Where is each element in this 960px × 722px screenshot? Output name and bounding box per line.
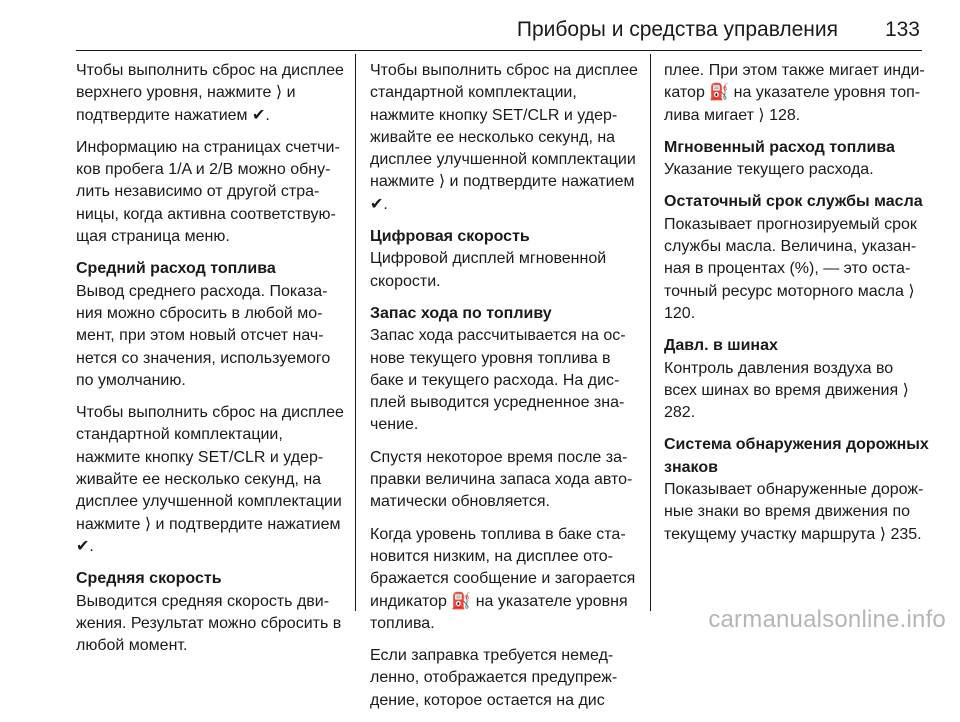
paragraph: Чтобы выполнить сброс на дисплее верхнего уровня, нажмите ⟩ и подтвердите нажатием ✔. [76,62,344,124]
section-heading: Запас хода по топливу [370,304,552,322]
section-heading: Средний расход топлива [76,260,276,278]
section-heading: Мгновенный расход топлива [664,138,895,156]
paragraph: Контроль давления воздуха во всех шинах во время движения ⟩ 282. [664,359,909,422]
paragraph: Вывод среднего расхода. Показания можно сбросить в любой момент, при этом новый отсчет начнется со значения, используемого по умолчанию. [76,282,331,389]
paragraph: Показывает обнаруженные дорожные знаки во время движения по текущему участку маршрута ⟩ 235. [664,481,924,543]
paragraph: Цифровой дисплей мгновенной скорости. [370,250,607,290]
section-heading: Цифровая скорость [370,228,530,246]
page-title: Приборы и средства управления [516,18,838,41]
page-number: 133 [884,18,920,41]
section-heading: Остаточный срок службы масла [664,193,923,211]
paragraph: Указание текущего расхода. [664,161,874,179]
section-heading: Средняя скорость [76,570,222,588]
paragraph: Показывает прогнозируемый срок службы масла. Величина, указанная в процентах (%), — это остаточный ресурс моторного масла ⟩ 120. [664,215,917,322]
column-divider [650,54,651,611]
column-2 [370,60,640,722]
watermark: carmanualsonline.info [708,606,946,633]
column-divider [355,54,356,611]
paragraph: плее. При этом также мигает индикатор ⛽ на указателе уровня топлива мигает ⟩ 128. [664,62,925,124]
paragraph: Выводится средняя скорость движения. Результат можно сбросить в любой момент. [76,592,342,655]
page-header [0,0,960,54]
section-heading: Давл. в шинах [664,337,778,355]
paragraph: Информацию на страницах счетчиков пробега 1/A и 2/B можно обнулить независимо от другой страницы, когда активна соответствующая страница меню. [76,138,340,246]
paragraph: Чтобы выполнить сброс на дисплее стандартной комплектации, нажмите кнопку SET/CLR и удерживайте ее несколько секунд, на дисплее улучшенной комплектации нажмите ⟩ и подтвердите нажатием ✔. [370,62,638,213]
paragraph: Запас хода рассчитывается на основе текущего уровня топлива в баке и текущего расхода. На дисплей выводится усредненное значение. [370,327,626,434]
paragraph: Спустя некоторое время после заправки величина запаса хода автоматически обновляется. [370,448,633,511]
paragraph: Чтобы выполнить сброс на дисплее стандартной комплектации, нажмите кнопку SET/CLR и удерживайте ее несколько секунд, на дисплее улучшенной комплектации нажмите ⟩ и подтвердите нажатием ✔. [76,404,344,555]
section-heading: Система обнаружения дорожных знаков [664,436,929,476]
header-rule [76,50,922,51]
column-1 [76,60,346,667]
paragraph: Если заправка требуется немедленно, отображается предупреждение, которое остается на дис [370,647,618,709]
column-3 [664,60,929,556]
paragraph: Когда уровень топлива в баке становится низким, на дисплее отображается сообщение и загорается индикатор ⛽ на указателе уровня топлива. [370,525,636,632]
